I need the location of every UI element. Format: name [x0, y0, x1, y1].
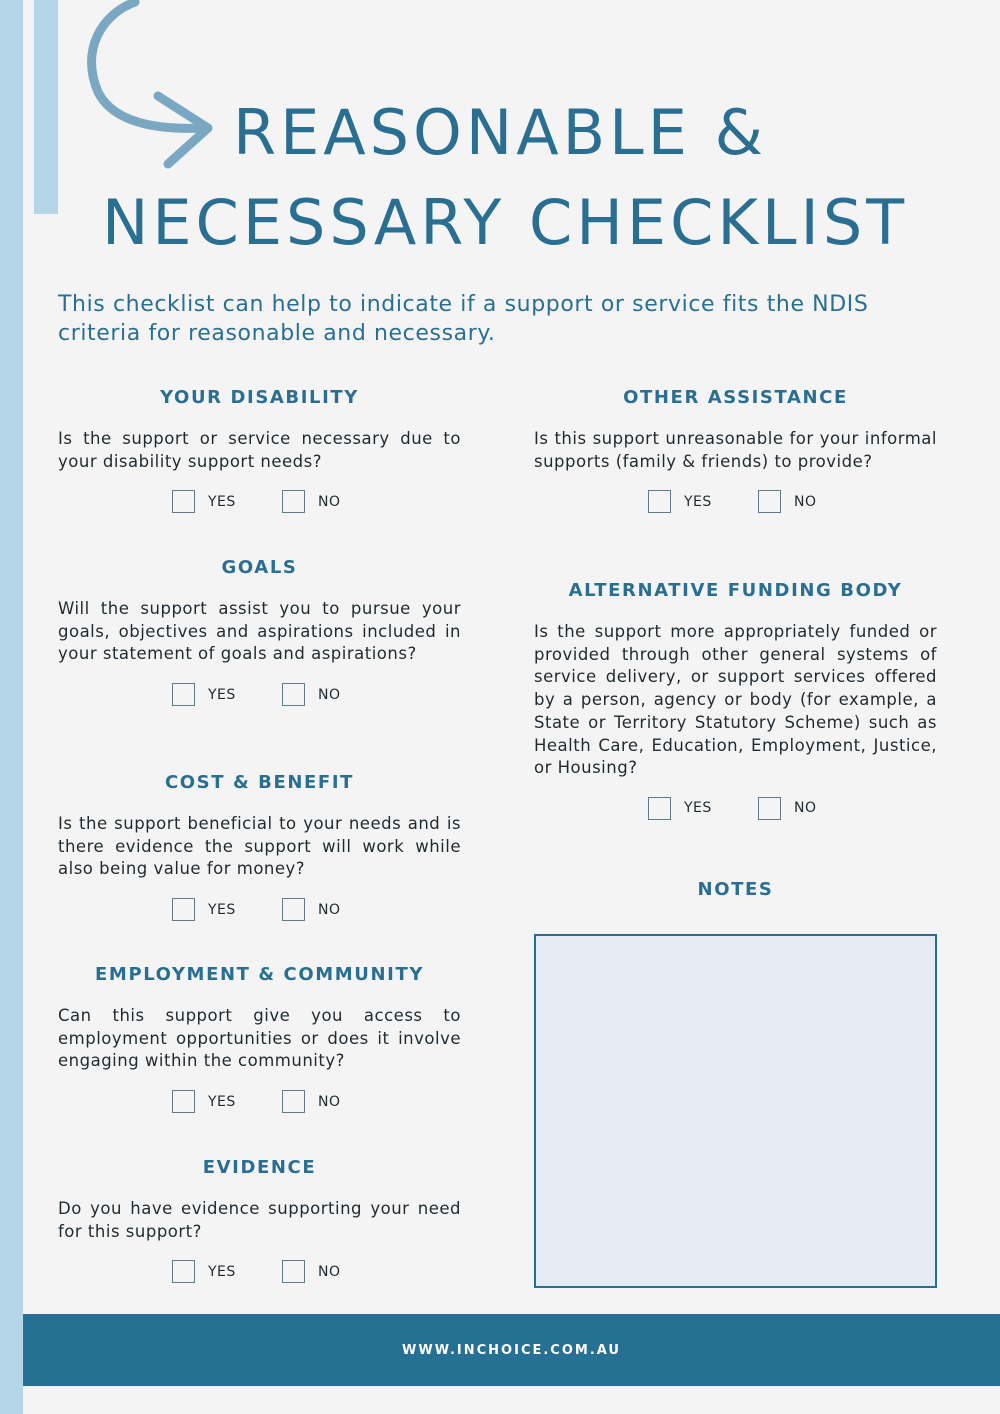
section-alternative-funding-body: [534, 579, 937, 827]
yes-checkbox[interactable]: [172, 490, 195, 513]
section-heading: GOALS: [221, 557, 298, 578]
yes-option: [648, 490, 712, 513]
yes-no-options: [58, 1260, 461, 1290]
section-cost-benefit: [58, 771, 461, 928]
notes-input-area[interactable]: [534, 934, 937, 1288]
top-accent-bar: [34, 0, 58, 214]
section-employment-community: [58, 963, 461, 1120]
yes-checkbox[interactable]: [172, 1090, 195, 1113]
section-question: Is the support or service necessary due to your disability support needs?: [58, 429, 461, 471]
section-goals: [58, 556, 461, 713]
no-label: NO: [318, 493, 341, 510]
section-your-disability: [58, 386, 461, 520]
no-checkbox[interactable]: [282, 683, 305, 706]
yes-checkbox[interactable]: [648, 797, 671, 820]
section-question: Is the support more appropriately funded or provided through other general systems of service delivery, or support services offered by a person, agency or body (for example, a State or Territory Statutory Scheme) such as Health Care, Education, Employment, Justice, or Housing?: [534, 622, 937, 778]
footer-bar: [23, 1314, 1000, 1386]
no-checkbox[interactable]: [282, 490, 305, 513]
section-question: Is this support unreasonable for your informal supports (family & friends) to provide?: [534, 429, 937, 471]
no-label: NO: [794, 800, 817, 817]
yes-no-options: [58, 898, 461, 928]
yes-label: YES: [684, 493, 712, 510]
no-option: [282, 490, 341, 513]
intro-text: This checklist can help to indicate if a support or service fits the NDIS criteria for reasonable and necessary.: [58, 292, 869, 346]
section-question: Can this support give you access to employment opportunities or does it involve engaging within the community?: [58, 1006, 461, 1071]
yes-no-options: [534, 797, 937, 827]
title-line-1: REASONABLE &: [233, 96, 767, 169]
no-label: NO: [318, 1263, 341, 1280]
no-option: [282, 1090, 341, 1113]
no-label: NO: [318, 901, 341, 918]
no-option: [758, 490, 817, 513]
no-checkbox[interactable]: [282, 1260, 305, 1283]
yes-no-options: [58, 490, 461, 520]
curved-arrow-icon: [80, 0, 230, 175]
section-question: Is the support beneficial to your needs and is there evidence the support will work while also being value for money?: [58, 814, 461, 879]
yes-no-options: [58, 1090, 461, 1120]
no-label: NO: [318, 1093, 341, 1110]
notes-heading: NOTES: [697, 879, 774, 900]
section-heading: COST & BENEFIT: [164, 772, 355, 793]
yes-option: [172, 1090, 236, 1113]
title-line-2: NECESSARY CHECKLIST: [102, 186, 909, 259]
no-label: NO: [318, 686, 341, 703]
yes-label: YES: [208, 901, 236, 918]
yes-no-options: [58, 683, 461, 713]
yes-label: YES: [208, 686, 236, 703]
footer-website-link[interactable]: WWW.INCHOICE.COM.AU: [402, 1342, 621, 1358]
section-heading: ALTERNATIVE FUNDING BODY: [568, 580, 903, 601]
section-question: Will the support assist you to pursue your goals, objectives and aspirations included in your statement of goals and aspirations?: [58, 599, 461, 664]
no-option: [282, 683, 341, 706]
yes-label: YES: [208, 493, 236, 510]
section-heading: OTHER ASSISTANCE: [623, 387, 848, 408]
yes-option: [172, 898, 236, 921]
yes-checkbox[interactable]: [172, 1260, 195, 1283]
yes-label: YES: [684, 800, 712, 817]
yes-option: [172, 1260, 236, 1283]
yes-checkbox[interactable]: [172, 683, 195, 706]
no-checkbox[interactable]: [758, 490, 781, 513]
no-checkbox[interactable]: [282, 898, 305, 921]
no-checkbox[interactable]: [282, 1090, 305, 1113]
section-heading: EMPLOYMENT & COMMUNITY: [95, 964, 424, 985]
yes-option: [172, 683, 236, 706]
section-question: Do you have evidence supporting your need for this support?: [58, 1199, 461, 1241]
yes-option: [172, 490, 236, 513]
no-option: [758, 797, 817, 820]
yes-label: YES: [208, 1263, 236, 1280]
left-decorative-stripe: [0, 0, 23, 1414]
section-heading: EVIDENCE: [202, 1157, 317, 1178]
yes-checkbox[interactable]: [172, 898, 195, 921]
yes-label: YES: [208, 1093, 236, 1110]
no-checkbox[interactable]: [758, 797, 781, 820]
yes-no-options: [534, 490, 937, 520]
yes-option: [648, 797, 712, 820]
no-option: [282, 898, 341, 921]
section-evidence: [58, 1156, 461, 1290]
no-option: [282, 1260, 341, 1283]
section-notes: [534, 878, 937, 902]
no-label: NO: [794, 493, 817, 510]
section-other-assistance: [534, 386, 937, 520]
section-heading: YOUR DISABILITY: [160, 387, 359, 408]
yes-checkbox[interactable]: [648, 490, 671, 513]
